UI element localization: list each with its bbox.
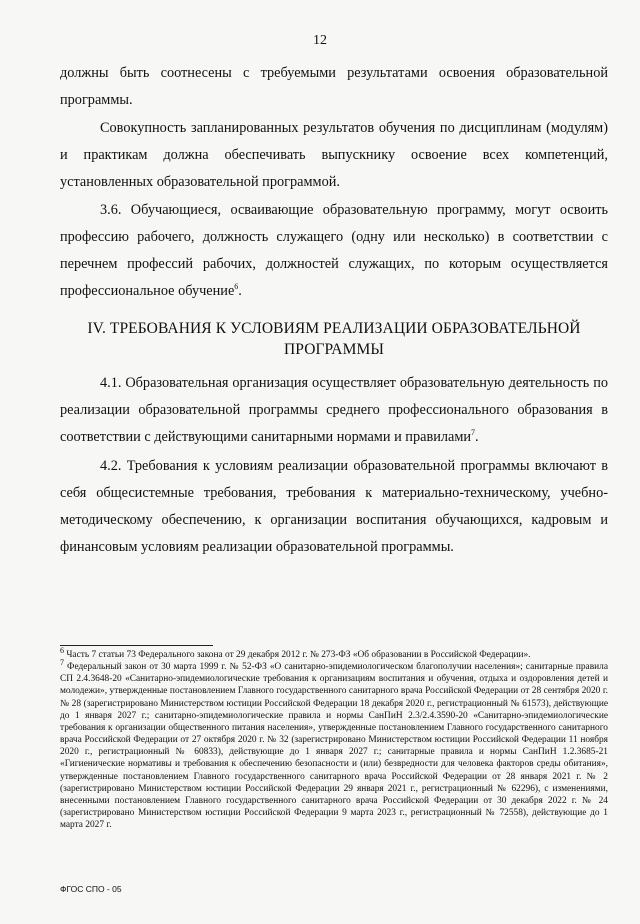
- paragraph-3-6: [60, 197, 608, 305]
- paragraph-learning-outcomes: Совокупность запланированных результатов обучения по дисциплинам (модулям) и практикам должна обеспечивать выпускнику освоение всех компетенций, установленных образовательной программой.: [60, 120, 608, 190]
- footnote-7: [60, 658, 608, 831]
- paragraph-4-1: [60, 370, 608, 451]
- footnotes: [60, 645, 608, 831]
- footnote-6-mark: 6: [60, 645, 64, 655]
- section-heading-line-1: IV. ТРЕБОВАНИЯ К УСЛОВИЯМ РЕАЛИЗАЦИИ ОБРАЗОВАТЕЛЬНОЙ: [87, 320, 581, 337]
- footnote-6-text: Часть 7 статьи 73 Федерального закона от 29 декабря 2012 г. № 273-ФЗ «Об образовании в Российской Федерации».: [64, 650, 531, 660]
- paragraph-4-2: 4.2. Требования к условиям реализации образовательной программы включают в себя общесистемные требования, требования к материально-техническому, учебно-методическому обеспечению, к организации воспитания обучающихся, кадровым и финансовым условиям реализации образовательной программы.: [60, 458, 608, 555]
- footnote-6: [60, 645, 608, 661]
- footnote-separator: [60, 645, 213, 646]
- page-footer: ФГОС СПО - 05: [60, 884, 122, 894]
- footnote-7-text: Федеральный закон от 30 марта 1999 г. № 52-ФЗ «О санитарно-эпидемиологическом благополучии населения»; санитарные правила СП 2.4.3648-20 «Санитарно-эпидемиологические требования к организациям воспитания и обучения, отдыха и оздоровления детей и молодежи», утвержденные постановлением Главного государственного санитарного врача Российской Федерации от 28 сентября 2020 г. № 28 (зарегистрировано Министерством юстиции Российской Федерации 18 декабря 2020 г., регистрационный № 61573), действующие до 1 января 2027 г.; санитарно-эпидемиологические правила и нормы СанПиН 2.3/2.4.3590-20 «Санитарно-эпидемиологические требования к организации общественного питания населения», утвержденные постановлением Главного государственного санитарного врача Российской Федерации от 27 октября 2020 г. № 32 (зарегистрировано Министерством юстиции Российской Федерации 11 ноября 2020 г., регистрационный № 60833), действующие до 1 января 2027 г.; санитарные правила и нормы СанПиН 1.2.3685-21 «Гигиенические нормативы и требования к обеспечению безопасности и (или) безвредности для человека факторов среды обитания», утвержденные постановлением Главного государственного санитарного врача Российской Федерации от 28 января 2021 г. № 2 (зарегистрировано Министерством юстиции Российской Федерации 29 января 2021 г., регистрационный № 62296), с изменениями, внесенными постановлением Главного государственного санитарного врача Российской Федерации от 30 декабря 2022 г. № 24 (зарегистрировано Министерством юстиции Российской Федерации 9 марта 2023 г., регистрационный № 72558), действующие до 1 марта 2027 г.: [60, 662, 608, 831]
- section-body: [60, 370, 608, 561]
- footnote-7-mark: 7: [60, 658, 64, 668]
- paragraph-4-1-text: 4.1. Образовательная организация осуществляет образовательную деятельность по реализации образовательной программы среднего профессионального образования в соответствии с действующими санитарными нормами и правилами: [60, 375, 608, 445]
- paragraph-3-6-text: 3.6. Обучающиеся, осваивающие образовательную программу, могут освоить профессию рабочего, должность служащего (одну или несколько) в соответствии с перечнем профессий рабочих, должностей служащих, по которым осуществляется профессиональное обучение: [60, 202, 608, 299]
- section-heading-line-2: ПРОГРАММЫ: [284, 341, 384, 358]
- paragraph-continuation: должны быть соотнесены с требуемыми результатами освоения образовательной программы.: [60, 65, 608, 108]
- section-heading: [60, 318, 608, 360]
- paragraph-3-6-end: .: [238, 283, 242, 299]
- paragraph-4-1-end: .: [475, 429, 479, 445]
- footnote-ref-6: 6: [234, 282, 239, 292]
- page-number: 12: [313, 33, 327, 48]
- footnote-ref-7: 7: [471, 428, 476, 438]
- main-text-block: [60, 60, 608, 305]
